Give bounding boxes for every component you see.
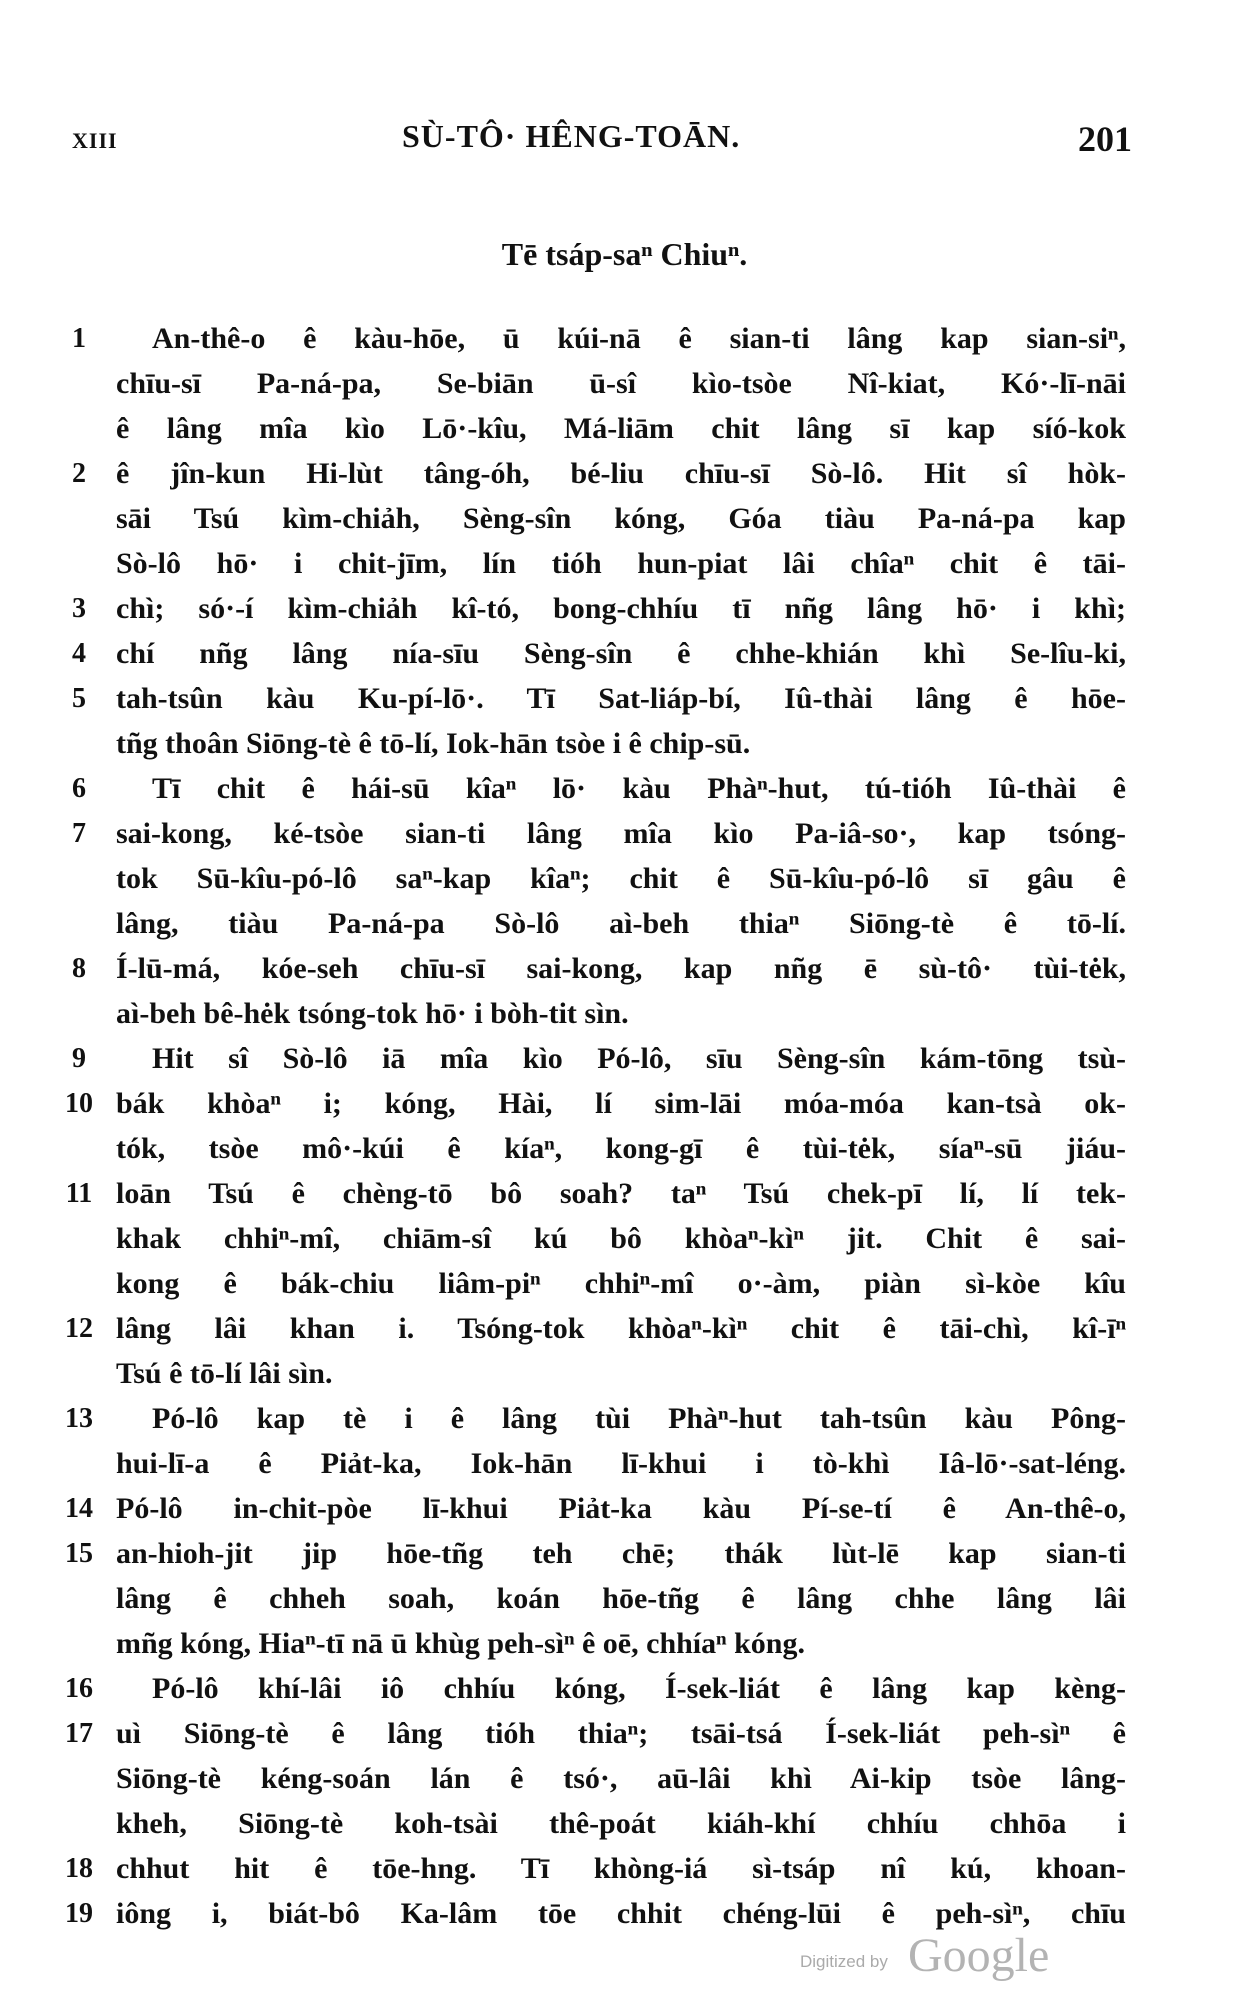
- line-text: an-hioh-jit jip hōe-tñg teh chē; thák lùt-lē kap sian-ti: [116, 1537, 1126, 1570]
- verse-number: 15: [65, 1538, 93, 1569]
- verse-number: 1: [72, 323, 86, 354]
- text-line: [0, 1801, 1249, 1846]
- text-line: [0, 1486, 1249, 1531]
- line-text: tok Sū-kîu-pó-lô saⁿ-kap kîaⁿ; chit ê Sū-kîu-pó-lô sī gâu ê: [116, 862, 1126, 895]
- line-text: Tsú ê tō-lí lâi sìn.: [116, 1357, 333, 1390]
- verse-number: 2: [72, 458, 86, 489]
- verse-number: 4: [72, 638, 86, 669]
- text-line: [0, 316, 1249, 361]
- digitization-watermark: [800, 1928, 1100, 1988]
- text-line: [0, 541, 1249, 586]
- line-text: khak chhiⁿ-mî, chiām-sî kú bô khòaⁿ-kìⁿ jit. Chit ê sai-: [116, 1222, 1126, 1255]
- line-text: hui-lī-a ê Piảt-ka, Iok-hān lī-khui i tò-khì Iâ-lō·-sat-léng.: [116, 1447, 1126, 1480]
- verse-number: 5: [72, 683, 86, 714]
- line-text: Tī chit ê hái-sū kîaⁿ lō· kàu Phàⁿ-hut, tú-tióh Iû-thài ê: [152, 772, 1126, 805]
- verse-number: 3: [72, 593, 86, 624]
- text-line: [0, 721, 1249, 766]
- text-line: [0, 451, 1249, 496]
- text-line: [0, 1576, 1249, 1621]
- line-text: chīu-sī Pa-ná-pa, Se-biān ū-sî kìo-tsòe Nî-kiat, Kó·-lī-nāi: [116, 367, 1126, 400]
- verse-number: 9: [72, 1043, 86, 1074]
- verse-number: 19: [65, 1898, 93, 1929]
- text-line: [0, 1036, 1249, 1081]
- verse-number: 7: [72, 818, 86, 849]
- text-line: [0, 946, 1249, 991]
- line-text: Pó-lô in-chit-pòe lī-khui Piảt-ka kàu Pí-se-tí ê An-thê-o,: [116, 1492, 1126, 1525]
- line-text: lâng lâi khan i. Tsóng-tok khòaⁿ-kìⁿ chit ê tāi-chì, kî-īⁿ: [116, 1312, 1126, 1345]
- text-line: [0, 1081, 1249, 1126]
- text-line: [0, 361, 1249, 406]
- line-text: Siōng-tè kéng-soán lán ê tsó·, aū-lâi khì Ai-kip tsòe lâng-: [116, 1762, 1126, 1795]
- line-text: tók, tsòe mô·-kúi ê kíaⁿ, kong-gī ê tùi-tėk, síaⁿ-sū jiáu-: [116, 1132, 1126, 1165]
- line-text: aì-beh bê-hėk tsóng-tok hō· i bòh-tit sìn.: [116, 997, 629, 1030]
- text-line: [0, 1351, 1249, 1396]
- text-line: [0, 1441, 1249, 1486]
- line-text: ê jîn-kun Hi-lùt tâng-óh, bé-liu chīu-sī Sò-lô. Hit sî hòk-: [116, 457, 1126, 490]
- text-line: [0, 1216, 1249, 1261]
- text-line: [0, 1666, 1249, 1711]
- verse-number: 14: [65, 1493, 93, 1524]
- verse-number: 13: [65, 1403, 93, 1434]
- text-line: [0, 1261, 1249, 1306]
- text-line: [0, 1531, 1249, 1576]
- line-text: Sò-lô hō· i chit-jīm, lín tióh hun-piat lâi chîaⁿ chit ê tāi-: [116, 547, 1126, 580]
- chapter-heading: Tē tsáp-saⁿ Chiuⁿ.: [501, 236, 748, 272]
- verse-number: 6: [72, 773, 86, 804]
- line-text: lâng ê chheh soah, koán hōe-tñg ê lâng chhe lâng lâi: [116, 1582, 1126, 1615]
- text-line: [0, 811, 1249, 856]
- text-line: [0, 676, 1249, 721]
- line-text: kheh, Siōng-tè koh-tsài thê-poát kiáh-khí chhíu chhōa i: [116, 1807, 1126, 1840]
- verse-number: 12: [65, 1313, 93, 1344]
- line-text: mñg kóng, Hiaⁿ-tī nā ū khùg peh-sìⁿ ê oē, chhíaⁿ kóng.: [116, 1627, 805, 1660]
- text-line: [0, 586, 1249, 631]
- text-line: [0, 766, 1249, 811]
- text-line: [0, 496, 1249, 541]
- line-text: kong ê bák-chiu liâm-piⁿ chhiⁿ-mî o·-àm, piàn sì-kòe kîu: [116, 1267, 1126, 1300]
- text-line: [0, 856, 1249, 901]
- page-number: 201: [1078, 119, 1132, 159]
- text-line: [0, 631, 1249, 676]
- line-text: Pó-lô khí-lâi iô chhíu kóng, Í-sek-liát ê lâng kap kèng-: [152, 1672, 1126, 1705]
- line-text: lâng, tiàu Pa-ná-pa Sò-lô aì-beh thiaⁿ Siōng-tè ê tō-lí.: [116, 907, 1126, 940]
- verse-number: 17: [65, 1718, 93, 1749]
- line-text: Í-lū-má, kóe-seh chīu-sī sai-kong, kap nñg ē sù-tô· tùi-tėk,: [116, 952, 1126, 985]
- text-line: [0, 901, 1249, 946]
- text-line: [0, 1711, 1249, 1756]
- verse-number: 11: [65, 1178, 93, 1209]
- text-line: [0, 1756, 1249, 1801]
- line-text: sai-kong, ké-tsòe sian-ti lâng mîa kìo Pa-iâ-so·, kap tsóng-: [116, 817, 1126, 850]
- verse-number: 8: [72, 953, 86, 984]
- digitized-by-label: Digitized by: [800, 1952, 888, 1971]
- google-logo-text: Google: [908, 1929, 1050, 1982]
- line-text: iông i, biát-bô Ka-lâm tōe chhit chéng-lūi ê peh-sìⁿ, chīu: [116, 1897, 1126, 1930]
- line-text: ê lâng mîa kìo Lō·-kîu, Má-liām chit lâng sī kap síó-kok: [116, 412, 1126, 445]
- text-line: [0, 1396, 1249, 1441]
- line-text: uì Siōng-tè ê lâng tióh thiaⁿ; tsāi-tsá Í-sek-liát peh-sìⁿ ê: [116, 1717, 1126, 1750]
- running-header: [72, 118, 1132, 166]
- line-text: An-thê-o ê kàu-hōe, ū kúi-nā ê sian-ti lâng kap sian-siⁿ,: [152, 322, 1126, 355]
- text-line: [0, 406, 1249, 451]
- line-text: tñg thoân Siōng-tè ê tō-lí, Iok-hān tsòe i ê chip-sū.: [116, 727, 751, 760]
- line-text: chí nñg lâng nía-sīu Sèng-sîn ê chhe-khián khì Se-lîu-ki,: [116, 637, 1126, 670]
- line-text: chì; só·-í kìm-chiảh kî-tó, bong-chhíu tī nñg lâng hō· i khì;: [116, 592, 1126, 625]
- running-title: SÙ-TÔ· HÊNG-TOĀN.: [402, 118, 741, 154]
- text-line: [0, 991, 1249, 1036]
- line-text: sāi Tsú kìm-chiảh, Sèng-sîn kóng, Góa tiàu Pa-ná-pa kap: [116, 502, 1126, 535]
- line-text: loān Tsú ê chèng-tō bô soah? taⁿ Tsú chek-pī lí, lí tek-: [116, 1177, 1126, 1210]
- line-text: Pó-lô kap tè i ê lâng tùi Phàⁿ-hut tah-tsûn kàu Pông-: [152, 1402, 1126, 1435]
- page-body: [0, 316, 1249, 1936]
- text-line: [0, 1621, 1249, 1666]
- verse-number: 10: [65, 1088, 93, 1119]
- chapter-number: XIII: [72, 128, 118, 153]
- line-text: bák khòaⁿ i; kóng, Hài, lí sim-lāi móa-móa kan-tsà ok-: [116, 1087, 1126, 1120]
- line-text: tah-tsûn kàu Ku-pí-lō·. Tī Sat-liáp-bí, Iû-thài lâng ê hōe-: [116, 682, 1126, 715]
- text-line: [0, 1126, 1249, 1171]
- text-line: [0, 1306, 1249, 1351]
- verse-number: 18: [65, 1853, 93, 1884]
- text-line: [0, 1171, 1249, 1216]
- line-text: chhut hit ê tōe-hng. Tī khòng-iá sì-tsáp nî kú, khoan-: [116, 1852, 1126, 1885]
- text-line: [0, 1846, 1249, 1891]
- line-text: Hit sî Sò-lô iā mîa kìo Pó-lô, sīu Sèng-sîn kám-tōng tsù-: [152, 1042, 1126, 1075]
- verse-number: 16: [65, 1673, 93, 1704]
